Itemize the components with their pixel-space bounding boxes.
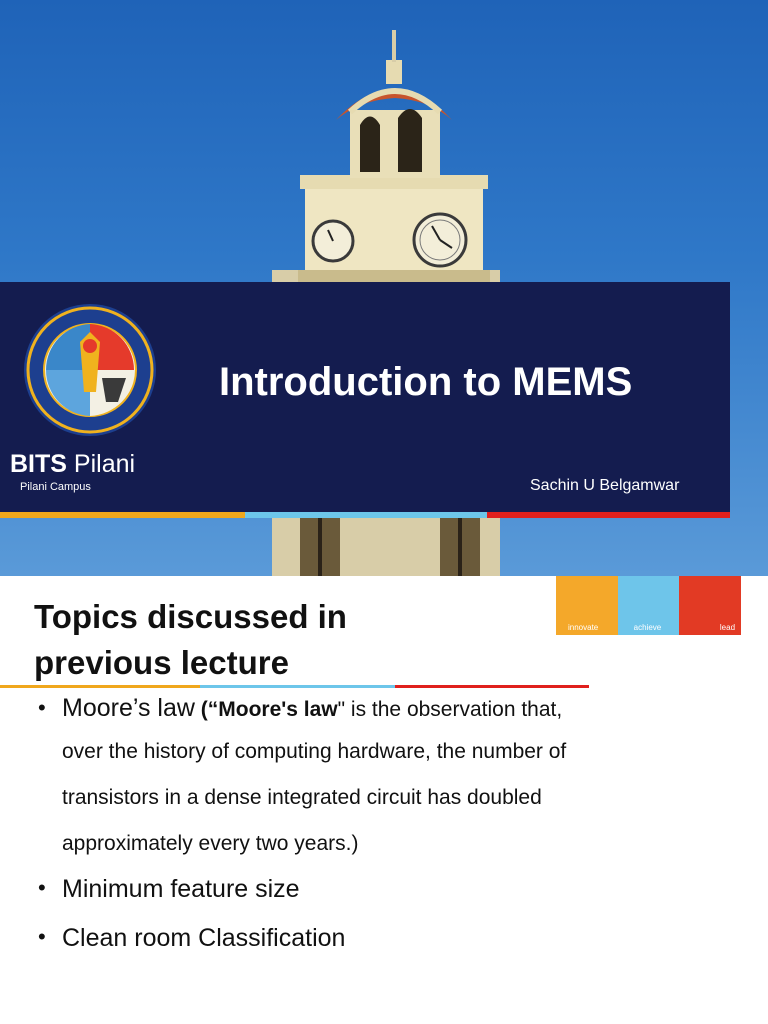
content-slide-title: Topics discussed in previous lecture [34, 598, 347, 681]
brand-stripe-red [487, 512, 730, 518]
brand-stripe-orange [0, 512, 245, 518]
bullet-dot-icon: • [38, 924, 46, 949]
list-item: • Minimum feature size [38, 875, 300, 903]
title-underline-orange [0, 685, 200, 688]
moore-law-description: over the history of computing hardware, the number of transistors in a dense integrated circuit has doubled approximately every two years.) [62, 740, 567, 855]
list-item: • Clean room Classification [38, 924, 346, 952]
innovate-achieve-lead-logo: innovate achieve lead [556, 576, 741, 635]
title-underline-red [395, 685, 589, 688]
bullet-dot-icon: • [38, 695, 46, 720]
bits-pilani-emblem [22, 302, 158, 438]
bits-pilani-wordmark: BITS Pilani [10, 450, 136, 478]
brand-stripe-blue [245, 512, 487, 518]
campus-label: Pilani Campus [20, 481, 91, 493]
slide-title: Introduction to MEMS [219, 360, 633, 404]
title-underline-blue [200, 685, 395, 688]
bullet-list [38, 691, 738, 953]
list-item: • Moore’s law (“Moore's law" is the observation that, [38, 691, 738, 727]
bullet-dot-icon: • [38, 875, 46, 900]
author-name: Sachin U Belgamwar [530, 477, 680, 494]
content-slide [0, 576, 768, 1024]
